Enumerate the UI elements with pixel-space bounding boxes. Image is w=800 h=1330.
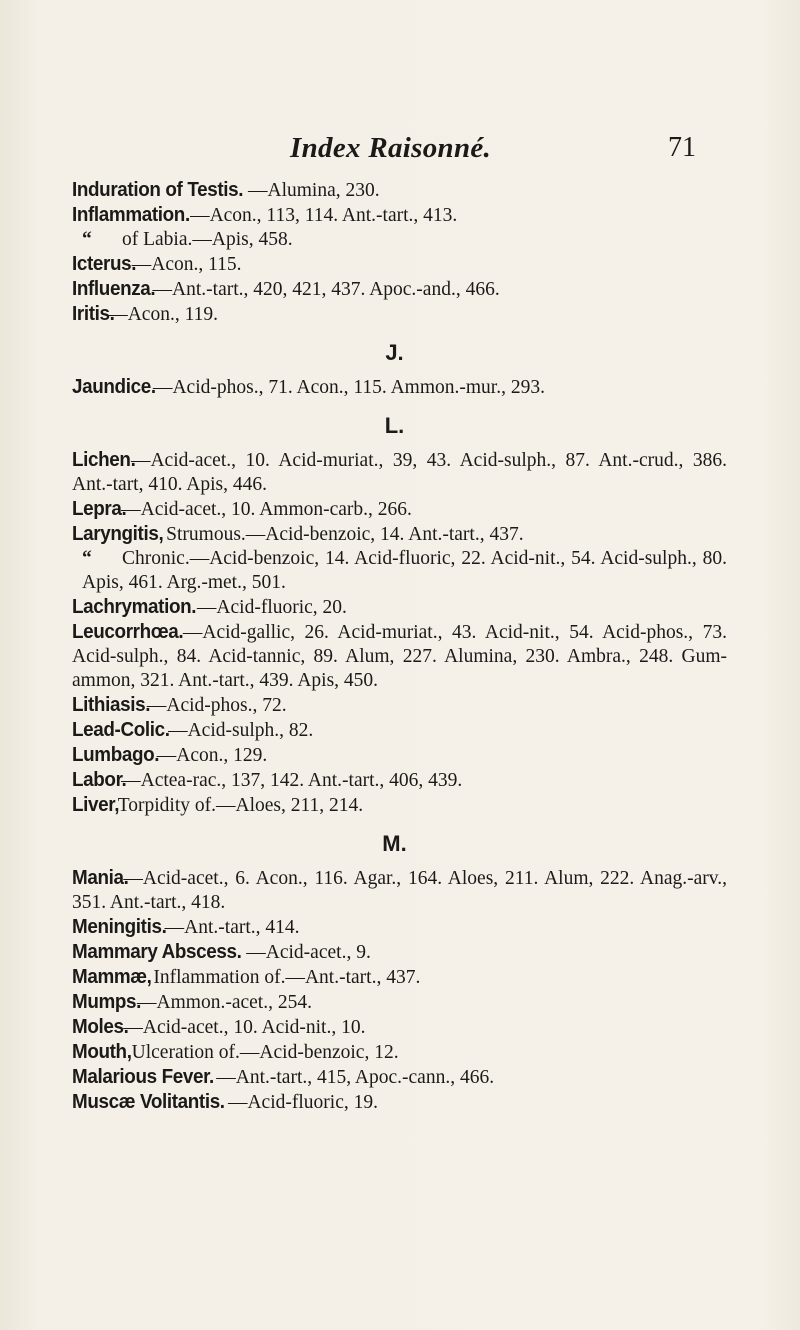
entry-references: —Acid-acet., 10. Acid-nit., 10. <box>123 1017 366 1038</box>
entry-references: —Ant.-tart., 415, Apoc.-cann., 466. <box>216 1067 495 1088</box>
index-entry <box>72 252 727 277</box>
entry-heading: Lichen. <box>72 448 136 471</box>
entry-references: —Acon., 119. <box>108 304 218 325</box>
index-entry <box>72 277 727 302</box>
index-entry <box>72 718 727 743</box>
entry-references: Ulceration of.—Acid-benzoic, 12. <box>126 1042 399 1063</box>
index-entry <box>72 915 727 940</box>
entry-heading: Moles. <box>72 1015 129 1038</box>
entry-heading: Mammary Abscess. <box>72 940 242 963</box>
entry-references: —Acid-sulph., 82. <box>168 720 314 741</box>
entry-heading: Leucorrhœa. <box>72 620 184 643</box>
entry-references: —Acon., 113, 114. Ant.-tart., 413. <box>190 205 458 226</box>
entry-references: of Labia.—Apis, 458. <box>122 229 293 250</box>
entry-references: —Acid-acet., 10. Ammon-carb., 266. <box>121 499 412 520</box>
entry-heading: Iritis. <box>72 302 115 325</box>
entry-heading: Lumbago. <box>72 743 160 766</box>
entry-references: —Acid-gallic, 26. Acid-muriat., 43. Acid-nit., 54. Acid-phos., 73. Acid-sulph., 84. Acid-tannic, 89. Alum, 227. Alumina, 230. Ambra., 248. Gum-ammon, 321. Ant.-tart., 439. Apis, 450. <box>72 622 727 691</box>
index-entry <box>72 866 727 915</box>
entry-heading: Malarious Fever. <box>72 1065 214 1088</box>
index-entry <box>72 940 727 965</box>
section-m <box>72 866 727 1115</box>
index-entry <box>72 547 727 595</box>
ditto-mark: “ <box>82 548 92 569</box>
entry-heading: Jaundice. <box>72 375 156 398</box>
index-entry <box>72 595 727 620</box>
entry-heading: Induration of Testis. <box>72 178 244 201</box>
index-entry <box>72 965 727 990</box>
entry-heading: Laryngitis, <box>72 522 164 545</box>
section-letter-m: M. <box>382 831 407 856</box>
index-entry <box>72 793 727 818</box>
entry-references: —Acid-acet., 10. Acid-muriat., 39, 43. Acid-sulph., 87. Ant.-crud., 386. Ant.-tart, 410. Apis, 446. <box>72 450 727 495</box>
entry-references: —Acid-fluoric, 20. <box>196 597 347 618</box>
section-letter-l: L. <box>384 413 405 438</box>
index-entry <box>72 743 727 768</box>
running-head <box>0 130 800 170</box>
entry-heading: Mania. <box>72 866 129 889</box>
section-i <box>72 178 727 327</box>
section-letter-j: J. <box>385 340 404 365</box>
entry-references: —Ant.-tart., 414. <box>164 917 300 938</box>
entry-heading: Lead-Colic. <box>72 718 170 741</box>
index-entry <box>72 1090 727 1115</box>
index-entry <box>72 448 727 497</box>
index-entry <box>72 302 727 327</box>
entry-references: —Acid-phos., 71. Acon., 115. Ammon.-mur., 293. <box>152 377 545 398</box>
entry-heading: Liver, <box>72 793 120 816</box>
index-entry <box>72 1040 727 1065</box>
entry-heading: Lithiasis. <box>72 693 151 716</box>
entry-heading: Influenza. <box>72 277 156 300</box>
entry-heading: Muscæ Volitantis. <box>72 1090 225 1113</box>
entry-references: Inflammation of.—Ant.-tart., 437. <box>148 967 421 988</box>
index-entry <box>72 620 727 693</box>
entry-heading: Mumps. <box>72 990 142 1013</box>
entry-heading: Mammæ, <box>72 965 152 988</box>
entry-heading: Lachrymation. <box>72 595 197 618</box>
entry-references: Torpidity of.—Aloes, 211, 214. <box>113 795 364 816</box>
section-j <box>72 375 727 400</box>
entry-references: —Acid-phos., 72. <box>146 695 287 716</box>
entry-references: —Acon., 115. <box>131 254 242 275</box>
entry-references: —Acid-acet., 6. Acon., 116. Agar., 164. Aloes, 211. Alum, 222. Anag.-arv., 351. Ant.-tart., 418. <box>72 868 727 913</box>
index-entry <box>72 203 727 228</box>
running-title: Index Raisonné. <box>290 132 492 164</box>
section-l <box>72 448 727 818</box>
entry-references: —Ammon.-acet., 254. <box>137 992 312 1013</box>
entry-references: Chronic.—Acid-benzoic, 14. Acid-fluoric, 22. Acid-nit., 54. Acid-sulph., 80. Apis, 461. Arg.-met., 501. <box>82 548 727 593</box>
index-entry <box>72 693 727 718</box>
index-entry <box>72 990 727 1015</box>
index-text <box>72 178 727 1115</box>
entry-heading: Inflammation. <box>72 203 190 226</box>
entry-references: —Ant.-tart., 420, 421, 437. Apoc.-and., 466. <box>152 279 500 300</box>
index-entry <box>72 768 727 793</box>
index-entry <box>72 228 727 252</box>
index-entry <box>72 522 727 547</box>
entry-references: —Acon., 129. <box>156 745 268 766</box>
entry-references: —Alumina, 230. <box>247 180 380 201</box>
index-entry <box>72 1065 727 1090</box>
index-entry <box>72 497 727 522</box>
entry-heading: Meningitis. <box>72 915 167 938</box>
index-entry <box>72 1015 727 1040</box>
ditto-mark: “ <box>82 229 92 250</box>
index-entry <box>72 178 727 203</box>
entry-heading: Lepra. <box>72 497 127 520</box>
entry-heading: Labor. <box>72 768 127 791</box>
entry-references: Strumous.—Acid-benzoic, 14. Ant.-tart., 437. <box>161 524 524 545</box>
entry-heading: Mouth, <box>72 1040 132 1063</box>
entry-heading: Icterus. <box>72 252 137 275</box>
entry-references: —Actea-rac., 137, 142. Ant.-tart., 406, 439. <box>121 770 463 791</box>
entry-references: —Acid-acet., 9. <box>246 942 371 963</box>
entry-references: —Acid-fluoric, 19. <box>227 1092 378 1113</box>
page-number: 71 <box>668 132 696 163</box>
index-entry <box>72 375 727 400</box>
